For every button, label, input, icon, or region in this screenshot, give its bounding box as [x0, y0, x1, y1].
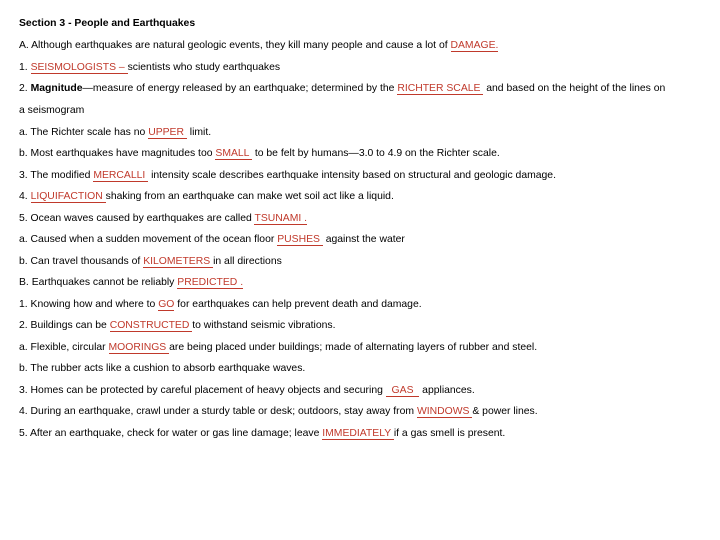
line-b2: 2. Buildings can be CONSTRUCTED to withstand seismic vibrations. — [19, 320, 336, 331]
line-a5b: b. Can travel thousands of KILOMETERS in all directions — [19, 255, 282, 267]
answer-blank: LIQUIFACTION — [30, 191, 106, 202]
answer-blank: KILOMETERS — [143, 255, 214, 267]
answer-blank: PREDICTED . — [177, 277, 244, 288]
answer-blank: SEISMOLOGISTS – — [30, 61, 128, 73]
line-a: A. Although earthquakes are natural geologic events, they kill many people and cause a lot of DAMAGE. — [19, 40, 499, 51]
line-b5: 5. After an earthquake, check for water or gas line damage; leave IMMEDIATELY if a gas smell is present. — [19, 427, 506, 439]
line-a2-cont: a seismogram — [19, 105, 85, 116]
line-b3: 3. Homes can be protected by careful placement of heavy objects and securing GAS appliances. — [19, 384, 475, 396]
answer-blank: IMMEDIATELY — [322, 427, 394, 439]
answer-blank: GO — [158, 298, 175, 310]
answer-blank: MERCALLI — [93, 169, 149, 181]
answer-blank: SMALL — [215, 148, 252, 159]
line-a5: 5. Ocean waves caused by earthquakes are called TSUNAMI . — [19, 212, 308, 224]
answer-blank: DAMAGE. — [450, 40, 499, 51]
line-b: B. Earthquakes cannot be reliably PREDICTED . — [19, 277, 244, 288]
line-a4: 4. LIQUIFACTION shaking from an earthquake can make wet soil act like a liquid. — [19, 191, 394, 202]
answer-blank: WINDOWS — [416, 406, 473, 417]
document-body — [19, 18, 709, 449]
answer-blank: GAS — [385, 384, 420, 396]
answer-blank: CONSTRUCTED — [109, 320, 193, 331]
line-a3: 3. The modified MERCALLI intensity scale describes earthquake intensity based on structural and geologic damage. — [19, 169, 556, 181]
answer-blank: MOORINGS — [108, 341, 170, 353]
answer-blank: RICHTER SCALE — [397, 83, 484, 94]
line-a2: 2. Magnitude—measure of energy released by an earthquake; determined by the RICHTER SCALE and based on the height of the lines on — [19, 83, 666, 94]
line-b2a: a. Flexible, circular MOORINGS are being placed under buildings; made of alternating layers of rubber and steel. — [19, 341, 538, 353]
answer-blank: UPPER — [148, 126, 187, 138]
line-a5a: a. Caused when a sudden movement of the ocean floor PUSHES against the water — [19, 234, 405, 245]
line-a2a: a. The Richter scale has no UPPER limit. — [19, 126, 212, 138]
line-a2b: b. Most earthquakes have magnitudes too SMALL to be felt by humans—3.0 to 4.9 on the Richter scale. — [19, 148, 500, 159]
line-a1: 1. SEISMOLOGISTS – scientists who study earthquakes — [19, 61, 281, 73]
line-b2b: b. The rubber acts like a cushion to absorb earthquake waves. — [19, 363, 306, 374]
line-b4: 4. During an earthquake, crawl under a sturdy table or desk; outdoors, stay away from WINDOWS & power lines. — [19, 406, 538, 417]
answer-blank: TSUNAMI . — [254, 212, 308, 224]
section-title: Section 3 - People and Earthquakes — [19, 18, 196, 29]
answer-blank: PUSHES — [277, 234, 323, 245]
line-b1: 1. Knowing how and where to GO for earthquakes can help prevent death and damage. — [19, 298, 422, 310]
